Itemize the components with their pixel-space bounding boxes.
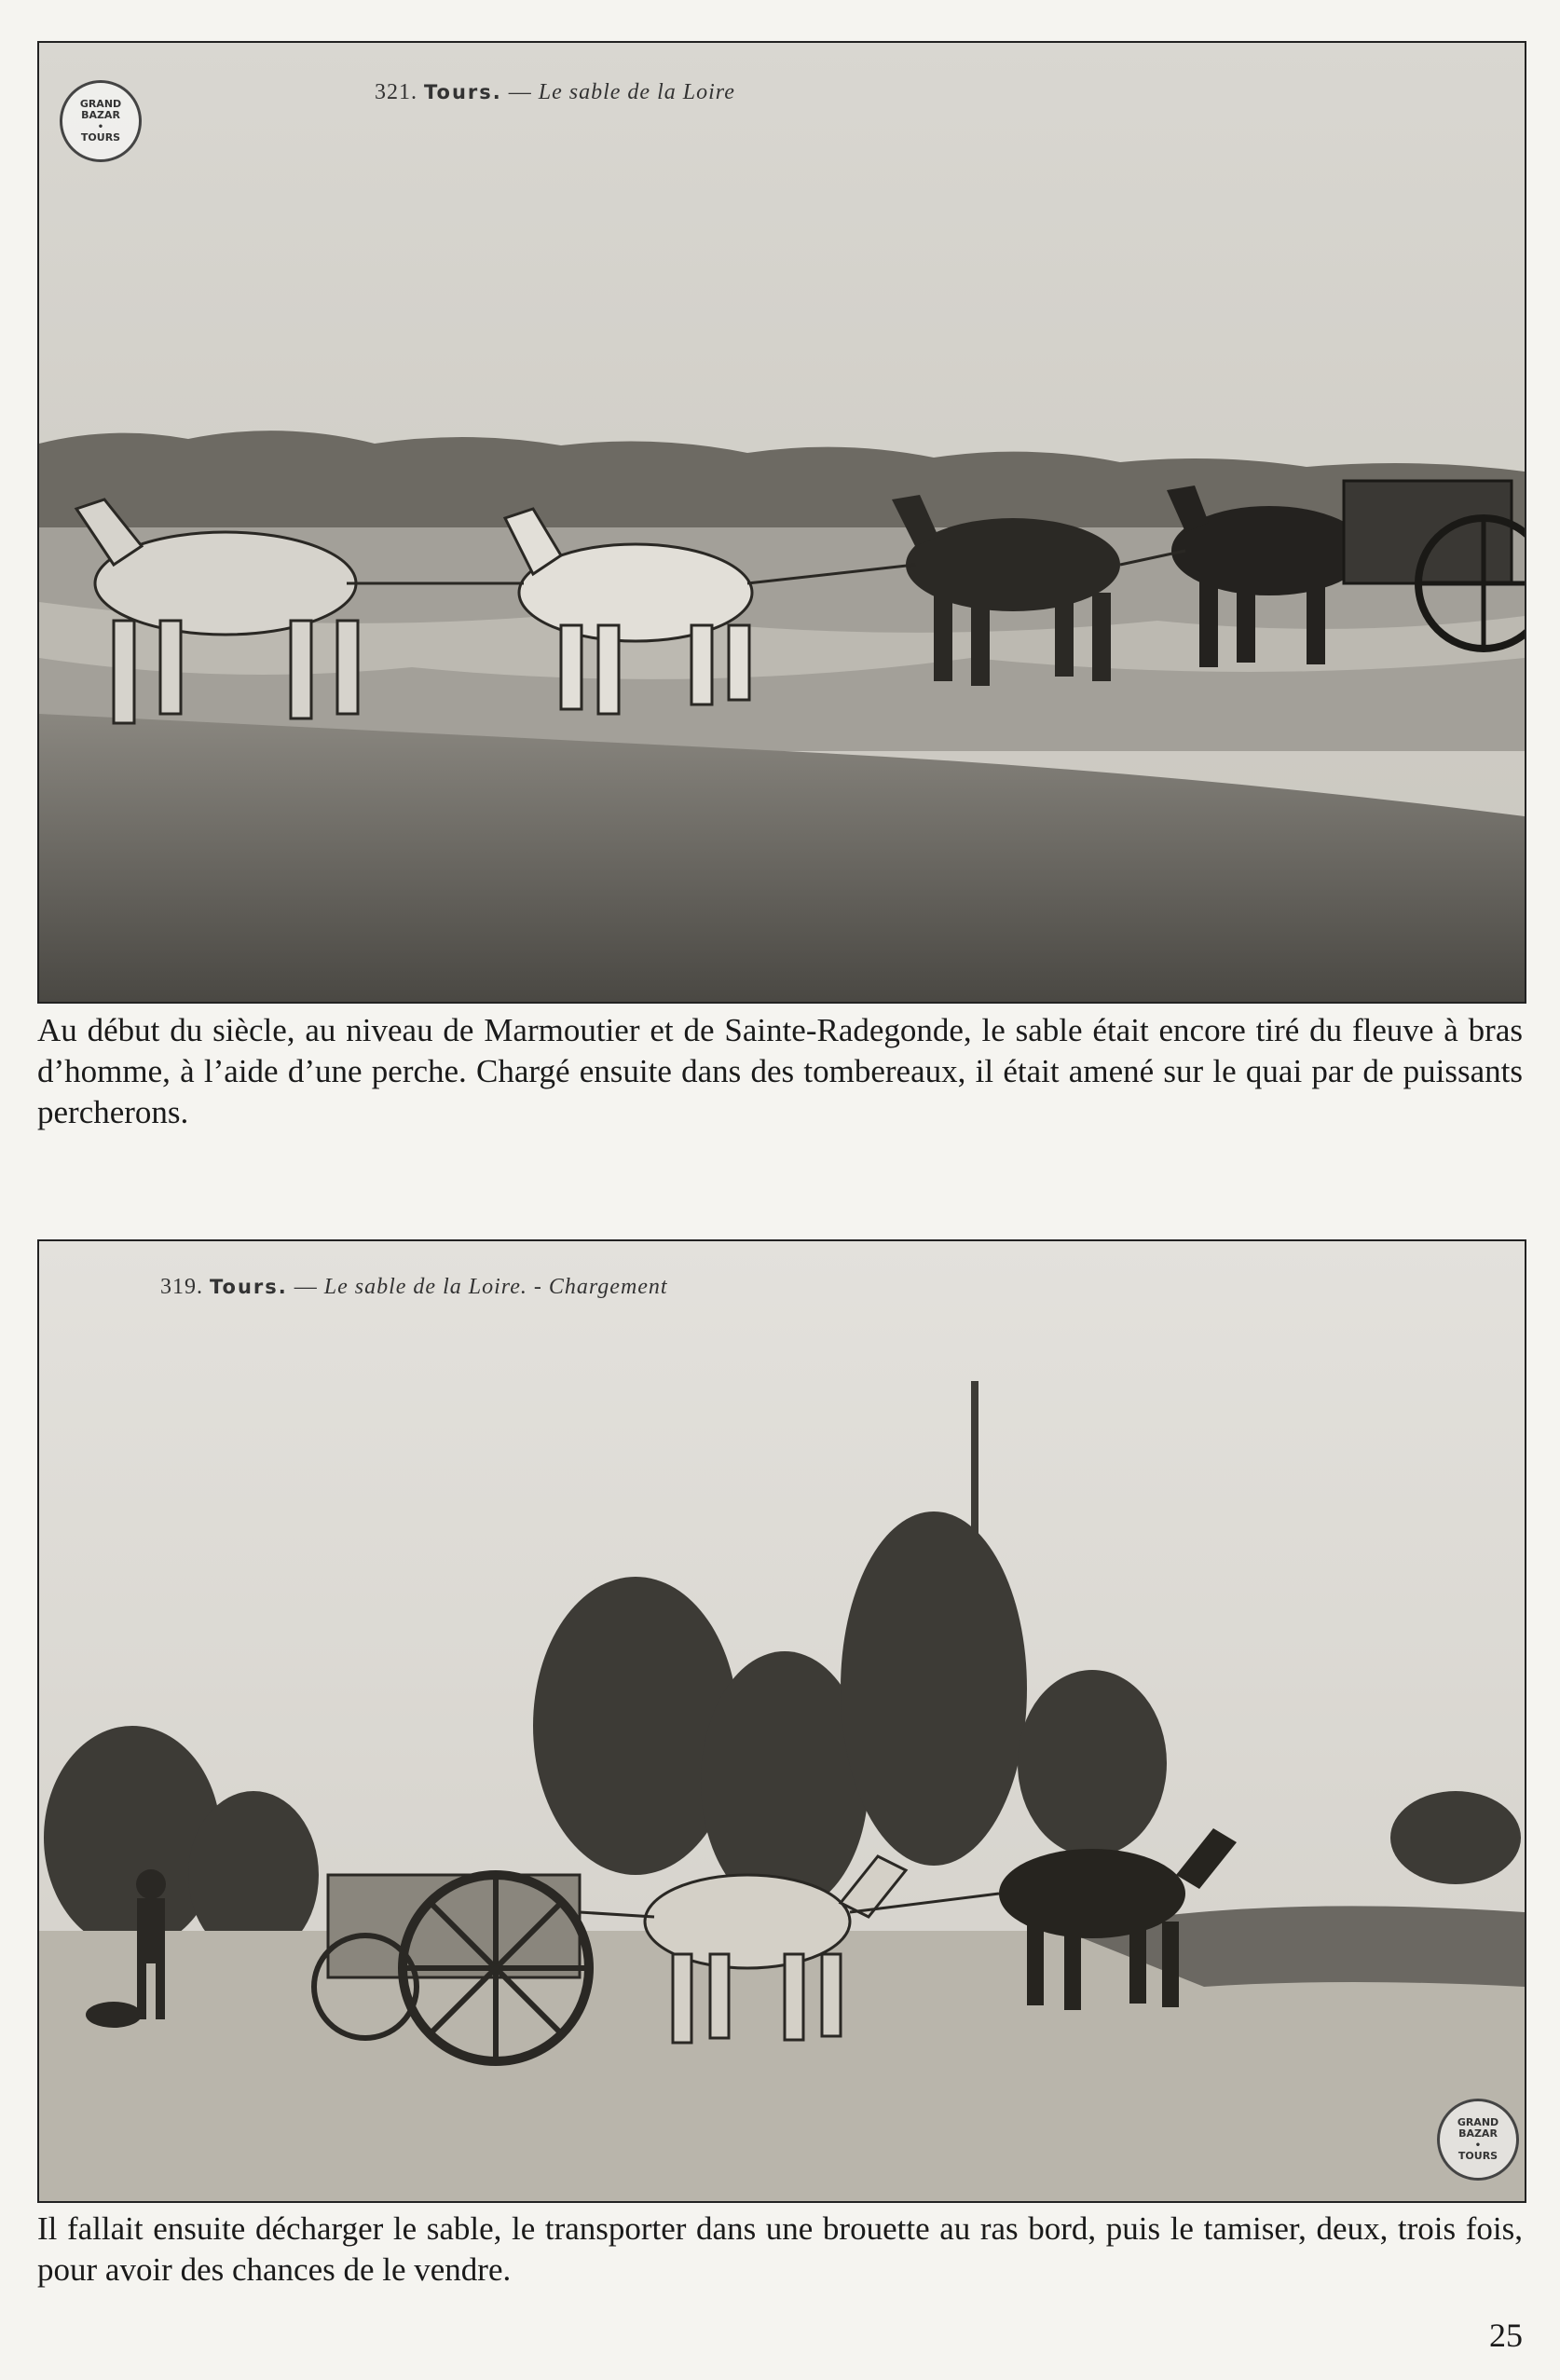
postcard-title: Le sable de la Loire <box>538 80 735 104</box>
postcard-number: 321. <box>375 80 417 104</box>
photo-2-image <box>39 1241 1525 2201</box>
stamp-line-1: GRAND BAZAR <box>1457 2116 1499 2141</box>
stamp-line-1: GRAND BAZAR <box>79 98 122 122</box>
photo-1-caption: Au début du siècle, au niveau de Marmoutier et de Sainte-Radegonde, le sable était encore tiré du fleuve à bras d’homme, à l’aide d’une perche. Chargé ensuite dans des tombereaux, il était amené sur le quai par de puissants percherons. <box>37 1012 1523 1130</box>
grand-bazar-stamp: GRAND BAZAR • TOURS <box>1437 2099 1519 2181</box>
postcard-number: 319. <box>160 1275 203 1299</box>
photo-sand-loading <box>37 1239 1526 2203</box>
stamp-line-2: TOURS <box>1457 2149 1498 2162</box>
photo-1-image <box>39 43 1525 1002</box>
postcard-separator: — <box>508 80 532 104</box>
stamp-line-2: TOURS <box>80 130 121 144</box>
postcard-city: Tours. <box>210 1276 288 1298</box>
grand-bazar-stamp: GRAND BAZAR • TOURS <box>60 80 142 162</box>
page-number: 25 <box>1489 2317 1523 2354</box>
postcard-separator: — <box>294 1275 318 1299</box>
postcard-caption <box>160 1275 668 1300</box>
photo-horses-crossing-river <box>37 41 1526 1004</box>
postcard-title: Le sable de la Loire. - Chargement <box>323 1275 668 1299</box>
photo-2-caption: Il fallait ensuite décharger le sable, le transporter dans une brouette au ras bord, puis le tamiser, deux, trois fois, pour avoir des chances de le vendre. <box>37 2210 1523 2288</box>
postcard-city: Tours. <box>424 81 502 103</box>
postcard-caption <box>375 80 735 105</box>
